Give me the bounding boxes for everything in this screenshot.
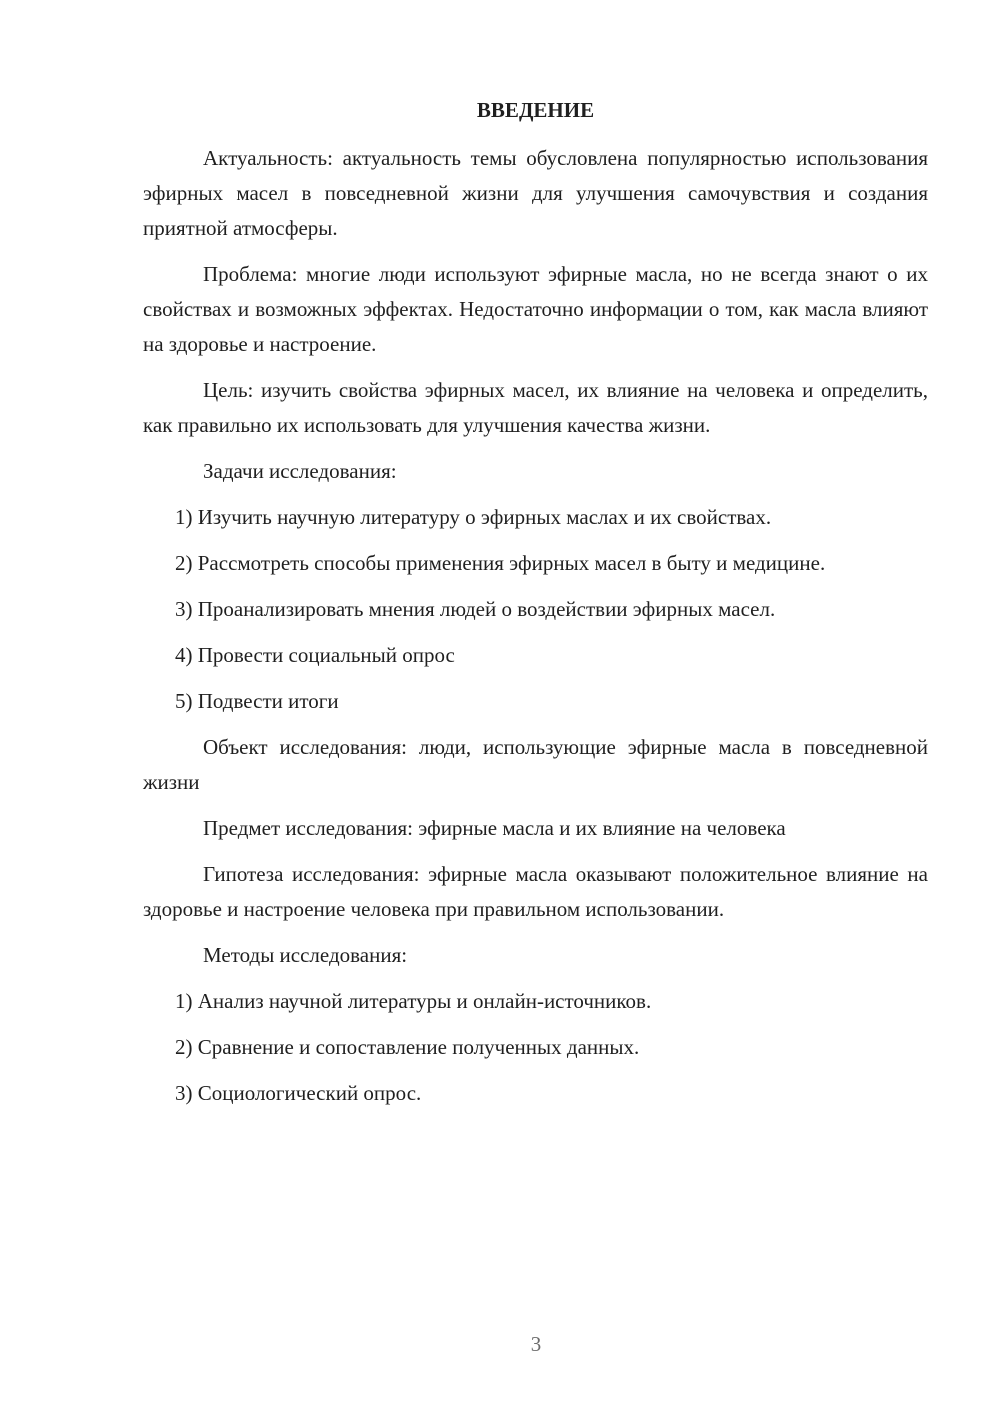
task-item-4: 4) Провести социальный опрос [175, 643, 455, 667]
method-item-3: 3) Социологический опрос. [175, 1081, 422, 1105]
object-paragraph: Объект исследования: люди, использующие эфирные масла в повседневной жизни [143, 735, 928, 794]
task-item-1: 1) Изучить научную литературу о эфирных маслах и их свойствах. [175, 505, 772, 529]
subject-paragraph: Предмет исследования: эфирные масла и их влияние на человека [203, 816, 786, 840]
methods-title: Методы исследования: [203, 943, 408, 967]
task-item-2: 2) Рассмотреть способы применения эфирных масел в быту и медицине. [175, 551, 826, 575]
page-content [143, 92, 928, 1122]
goal-paragraph: Цель: изучить свойства эфирных масел, их влияние на человека и определить, как правильно их использовать для улучшения качества жизни. [143, 378, 928, 437]
method-item-2: 2) Сравнение и сопоставление полученных данных. [175, 1035, 640, 1059]
tasks-title: Задачи исследования: [203, 459, 397, 483]
page-number: 3 [530, 1332, 542, 1356]
hypothesis-paragraph: Гипотеза исследования: эфирные масла оказывают положительное влияние на здоровье и настроение человека при правильном использовании. [143, 862, 928, 921]
method-item-1: 1) Анализ научной литературы и онлайн-источников. [175, 989, 652, 1013]
task-item-3: 3) Проанализировать мнения людей о воздействии эфирных масел. [175, 597, 776, 621]
section-heading: ВВЕДЕНИЕ [476, 98, 595, 122]
problem-paragraph: Проблема: многие люди используют эфирные масла, но не всегда знают о их свойствах и возможных эффектах. Недостаточно информации о том, как масла влияют на здоровье и настроение. [143, 262, 928, 356]
relevance-paragraph: Актуальность: актуальность темы обусловлена популярностью использования эфирных масел в повседневной жизни для улучшения самочувствия и создания приятной атмосферы. [143, 146, 928, 240]
task-item-5: 5) Подвести итоги [175, 689, 339, 713]
